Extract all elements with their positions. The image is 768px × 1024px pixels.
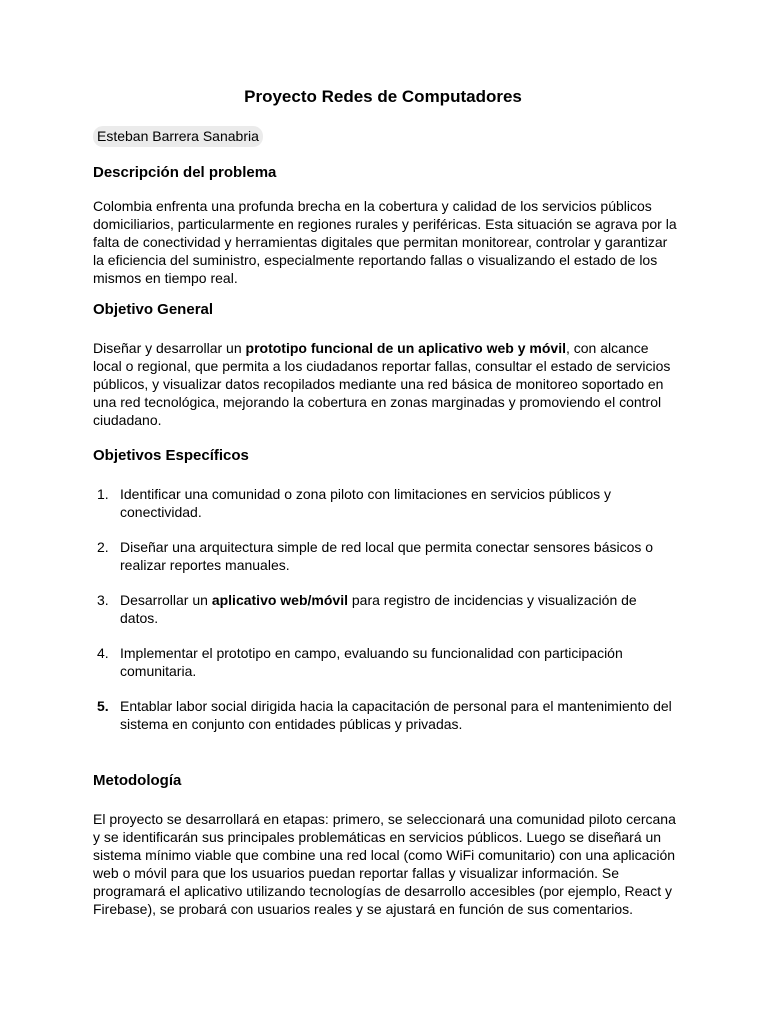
list-item-text [120, 485, 675, 521]
paragraph-metodologia: El proyecto se desarrollará en etapas: primero, se seleccionará una comunidad piloto cercana y se identificarán sus principales problemáticas en servicios públicos. Luego se diseñará un sistema mínimo viable que combine una red local (como WiFi comunitario) con una aplicación web o móvil para que los usuarios puedan reportar fallas y visualizar información. Se programará el aplicativo utilizando tecnologías de desarrollo accesibles (por ejemplo, React y Firebase), se probará con usuarios reales y se ajustará en función de sus comentarios. [93, 811, 676, 917]
author-chip[interactable]: Esteban Barrera Sanabria [93, 126, 263, 147]
list-item-text-pre: Identificar una comunidad o zona piloto con limitaciones en servicios públicos y conectividad. [120, 486, 612, 520]
objetivo-general-text-bold: prototipo funcional de un aplicativo web y móvil [245, 340, 566, 356]
list-item-text [120, 644, 675, 680]
list-item-text-post: para registro de incidencias y visualización de datos. [120, 592, 637, 626]
list-item-text-bold: aplicativo web/móvil [211, 592, 348, 608]
list-item-text-pre: Entablar labor social dirigida hacia la capacitación de personal para el mantenimiento del sistema en conjunto con entidades públicas y privadas. [120, 698, 672, 732]
list-item-number: 4. [97, 645, 109, 661]
list-item-text-pre: Implementar el prototipo en campo, evaluando su funcionalidad con participación comunitaria. [120, 645, 623, 679]
list-item-text [120, 591, 675, 627]
heading-objetivos-especificos: Objetivos Específicos [93, 447, 249, 464]
heading-metodologia: Metodología [93, 772, 182, 789]
list-item-text [120, 538, 675, 574]
document-title: Proyecto Redes de Computadores [244, 87, 522, 106]
list-item-number: 1. [97, 486, 109, 502]
heading-descripcion: Descripción del problema [93, 164, 277, 181]
list-item-text-pre: Desarrollar un [120, 592, 212, 608]
list-item-text [120, 697, 675, 733]
list-item-number: 5. [97, 698, 109, 714]
list-item-text-pre: Diseñar una arquitectura simple de red local que permita conectar sensores básicos o realizar reportes manuales. [120, 539, 654, 573]
paragraph-descripcion: Colombia enfrenta una profunda brecha en la cobertura y calidad de los servicios públicos domiciliarios, particularmente en regiones rurales y periféricas. Esta situación se agrava por la falta de conectividad y herramientas digitales que permitan monitorear, controlar y garantizar la eficiencia del suministro, especialmente reportando fallas o visualizando el estado de los mismos en tiempo real. [93, 198, 677, 286]
list-item-number: 2. [97, 539, 109, 555]
objetivo-general-text-pre: Diseñar y desarrollar un [93, 340, 246, 356]
heading-objetivo-general: Objetivo General [93, 301, 214, 318]
objetivo-general-text-post: , con alcance local o regional, que permita a los ciudadanos reportar fallas, consultar el estado de servicios públicos, y visualizar datos recopilados mediante una red básica de monitoreo soportado en una red tecnológica, mejorando la cobertura en zonas marginadas y promoviendo el control ciudadano. [93, 340, 671, 428]
paragraph-objetivo-general [93, 339, 678, 429]
list-item-number: 3. [97, 592, 109, 608]
